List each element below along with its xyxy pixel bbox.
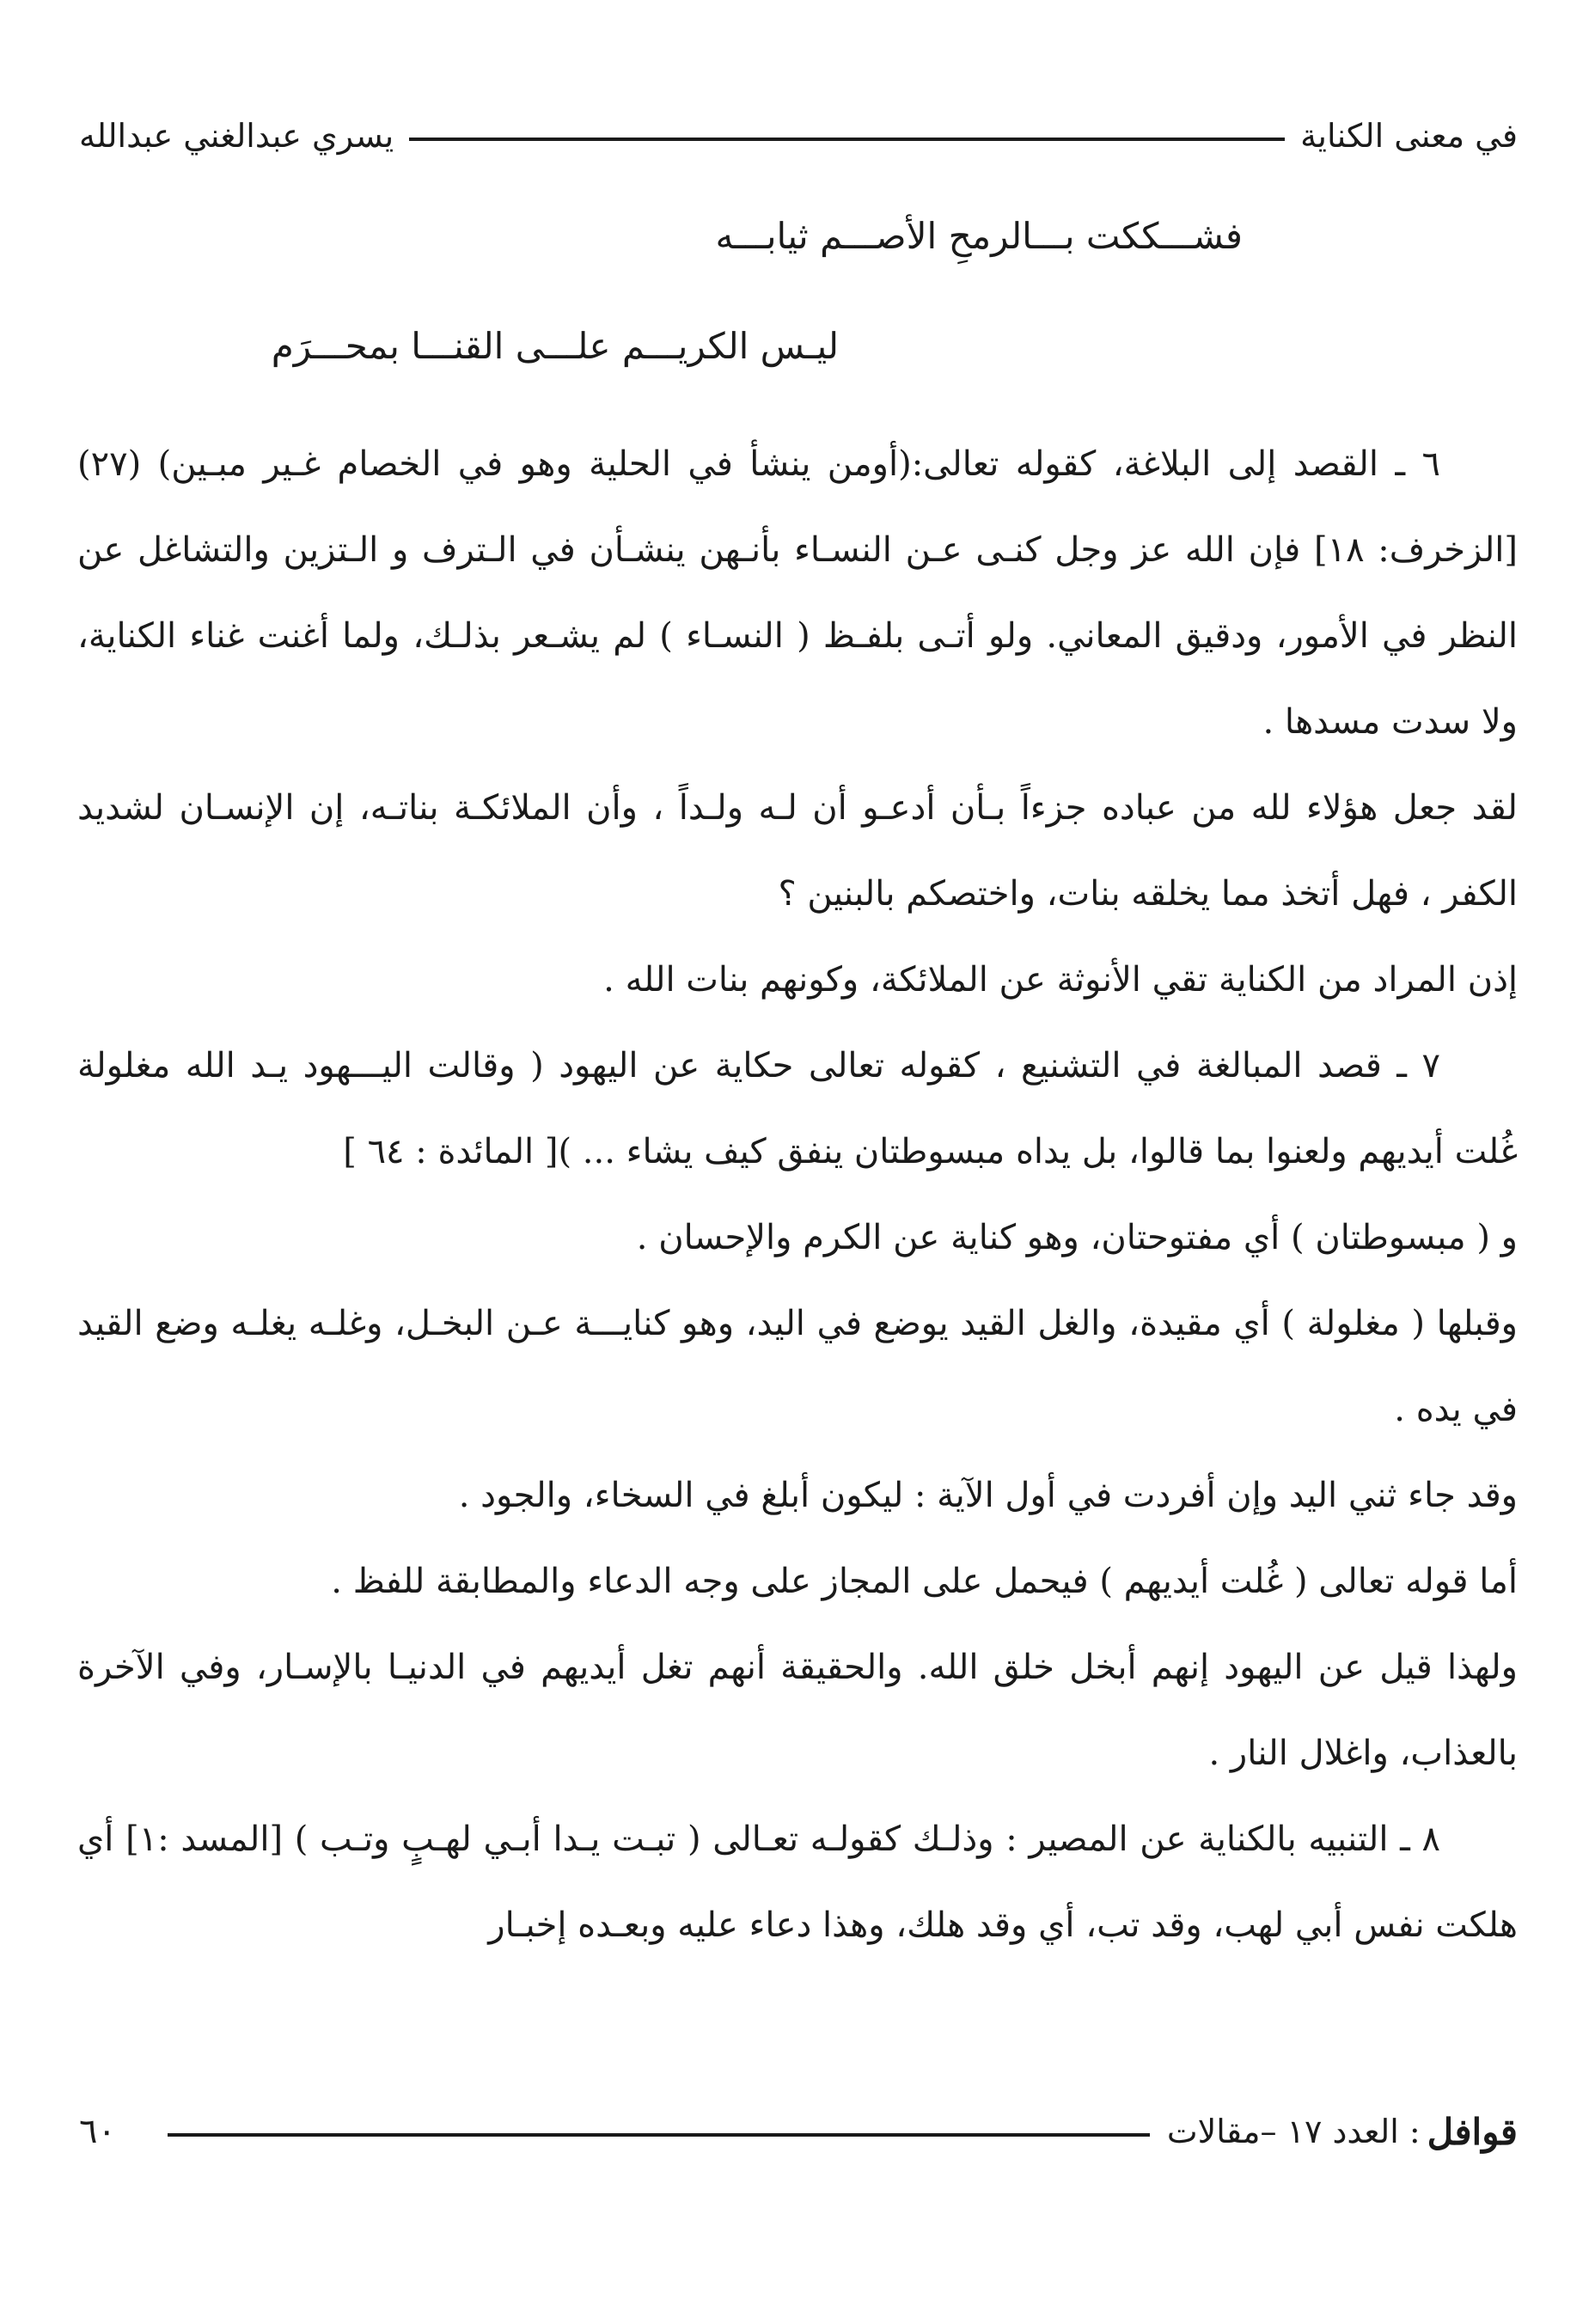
paragraph: و ( مبسوطتان ) أي مفتوحتان، وهو كناية عن الكرم والإحسان . (636, 1218, 1518, 1257)
paragraph: أما قوله تعالى ( غُلت أيديهم ) فيحمل على المجاز على وجه الدعاء والمطابقة للفظ . (331, 1562, 1518, 1601)
footer-issue: : العدد ١٧ –مقالات (1166, 2113, 1421, 2150)
paragraph: وقبلها ( مغلولة ) أي مقيدة، والغل القيد يوضع في اليد، وهو كنايـــة عـن البخـل، وغلـه يغلـه وضع القيد في يده . (77, 1304, 1518, 1429)
footer-journal-name: قوافل (1427, 2110, 1518, 2153)
verse-line-1: فشـــككت بـــالرمحِ الأصـــم ثيابـــه (715, 215, 1243, 257)
header-rule (409, 138, 1285, 141)
paragraph: ولهذا قيل عن اليهود إنهم أبخل خلق الله. والحقيقة أنهم تغل أيديهم في الدنيـا بالإسـار، وفي الآخرة بالعذاب، واغلال النار . (77, 1648, 1518, 1773)
paragraph: وقد جاء ثني اليد وإن أفردت في أول الآية : ليكون أبلغ في السخاء، والجود . (458, 1476, 1518, 1515)
paragraph-point-7: ٧ ـ قصد المبالغة في التشنيع ، كقوله تعالى حكاية عن اليهود ( وقالت اليـــهود يـد الله مغلولة غُلت أيديهم ولعنوا بما قالوا، بل يداه مبسوطتان ينفق كيف يشاء ... )[ المائدة : ٦٤ ] (77, 1046, 1518, 1171)
paragraph-point-6: ٦ ـ القصد إلى البلاغة، كقوله تعالى:(أومن ينشأ في الحلية وهو في الخصام غـير مبـين) (٢٧)[الزخرف: ١٨] فإن الله عز وجل كنـى عـن النسـاء بأنـهن ينشـأن في الـترف و الـتزين والتشاغل عن النظر في الأمور، ودقيق المعاني. ولو أتـى بلفـظ ( النسـاء ) لم يشـعر بذلـك، ولما أغنت غناء الكناية، ولا سدت مسدها . (77, 444, 1518, 742)
verse-line-2: ليـس الكريـــم علـــى القنـــا بمحـــرَم (271, 325, 839, 367)
paragraph-point-8: ٨ ـ التنبيه بالكناية عن المصير : وذلـك كقولـه تعـالى ( تبـت يـدا أبـي لهـبٍ وتـب ) [المسد :١] أي هلكت نفس أبي لهب، وقد تب، أي وقد هلك، وهذا دعاء عليه وبعـده إخبـار (77, 1819, 1518, 1945)
running-header (79, 110, 1518, 162)
header-section-title: في معنى الكناية (1300, 117, 1518, 155)
page-footer (79, 2106, 1518, 2157)
footer-rule (168, 2133, 1150, 2137)
paragraph: لقد جعل هؤلاء لله من عباده جزءاً بـأن أدعـو أن لـه ولـداً ، وأن الملائكـة بناتـه، إن الإنسـان لشديد الكفر ، فهل أتخذ مما يخلقه بنات، واختصكم بالبنين ؟ (77, 788, 1518, 914)
paragraph: إذن المراد من الكناية تقي الأنوثة عن الملائكة، وكونهم بنات الله . (603, 960, 1518, 1000)
page-number: ٦٠ (79, 2112, 116, 2151)
header-author: يسري عبدالغني عبدالله (79, 117, 394, 155)
body-text (77, 421, 1518, 1968)
